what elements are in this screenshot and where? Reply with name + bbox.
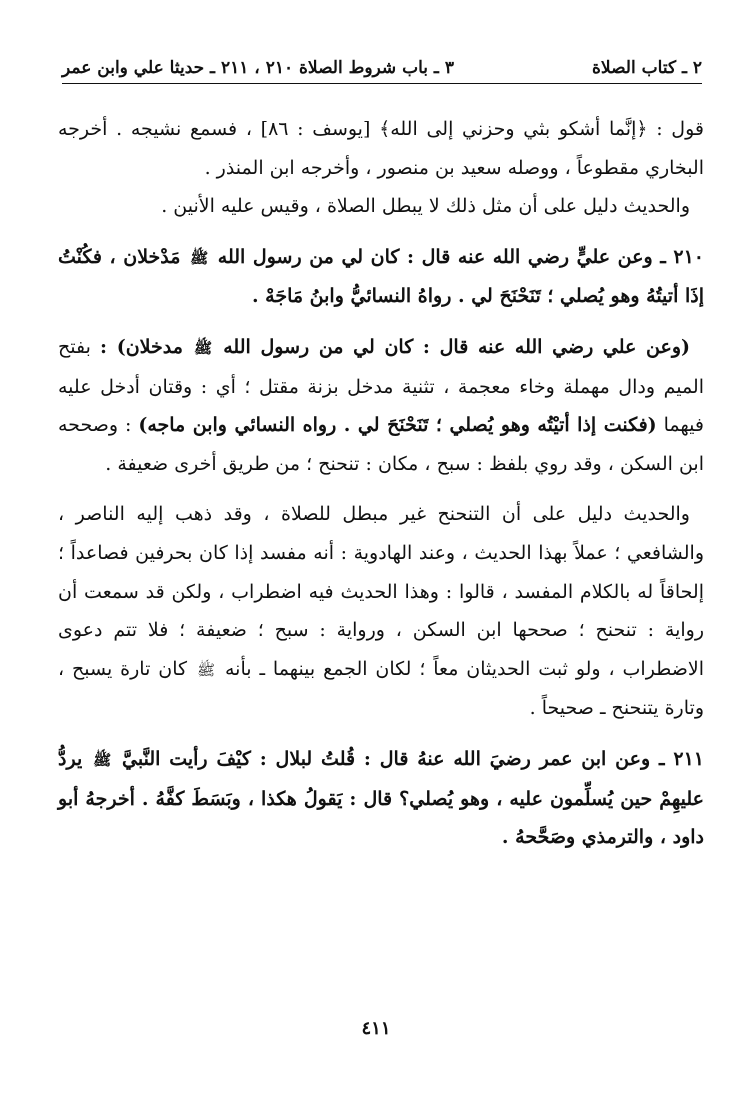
hadith-211-text: يردُّ عليهِمْ حين يُسلِّمون عليه ، وهو يُصلي؟ قال : يَقولُ هكذا ، وبَسَطَ كفَّهُ . أخرجهُ أبو داود ، والترمذي وصَحَّحهُ . (58, 747, 704, 849)
hadith-210-text: مَدْخلان ، فكُنْتُ إذَا أتيتُهُ وهو يُصلي ؛ تَنَحْنَحَ لي . رواهُ النسائيُّ وابنُ مَاجَهْ . (58, 245, 704, 308)
quoted-hadith-text: (فكنت إذا أتيْتُه وهو يُصلي ؛ تَنَحْنَحَ لي . رواه النسائي وابن ماجه) (138, 414, 657, 437)
header-chapter-title: ٢ ـ كتاب الصلاة (592, 58, 702, 78)
honorific-glyph: ﷺ (194, 338, 213, 357)
hadith-210 (58, 238, 704, 316)
quoted-hadith-opening: (وعن علي رضي الله عنه قال : كان لي من رسول الله (223, 335, 691, 358)
commentary-text: والحديث دليل على أن التنحنح غير مبطل للصلاة ، وقد ذهب إليه الناصر ، والشافعي ؛ عملاً بهذا الحديث ، وعند الهادوية : أنه مفسد إذا كان بحرفين فصاعداً ؛ إلحاقاً له بالكلام المفسد ، قالوا : وهذا الحديث فيه اضطراب ، ولكن قد سمعت أن رواية : تنحنح ؛ صححها ابن السكن ، ورواية : سبح ؛ ضعيفة ؛ فلا تتم دعوى الاضطراب ، ولو ثبت الحديثان معاً ؛ لكان الجمع بينهما ـ بأنه (58, 503, 705, 680)
paragraph-commentary-1: والحديث دليل على أن مثل ذلك لا يبطل الصلاة ، وقيس عليه الأنين . (161, 195, 690, 218)
honorific-glyph: ﷺ (93, 750, 112, 769)
hadith-211 (58, 740, 704, 857)
hadith-210-opening: ٢١٠ ـ وعن عليٍّ رضي الله عنه قال : كان لي من رسول الله (217, 245, 704, 268)
page-body (58, 110, 704, 857)
hadith-211-opening: ٢١١ ـ وعن ابن عمر رضيَ الله عنهُ قال : قُلتُ لبلال : كيْفَ رأيت النَّبيَّ (122, 747, 704, 770)
honorific-glyph: ﷺ (196, 660, 216, 679)
paragraph-commentary-2 (58, 495, 704, 728)
paragraph-explanation-210 (58, 328, 704, 483)
honorific-glyph: ﷺ (190, 248, 209, 267)
quoted-hadith-term: مدخلان) : (100, 335, 183, 358)
header-section-title: ٣ ـ باب شروط الصلاة ٢١٠ ، ٢١١ ـ حديثا علي وابن عمر (62, 58, 454, 78)
paragraph-quran-quote: قول : ﴿إنَّما أشكو بثي وحزني إلى الله﴾ [يوسف : ٨٦] ، فسمع نشيجه . أخرجه البخاري مقطوعاً ، ووصله سعيد بن منصور ، وأخرجه ابن المنذر . (58, 118, 704, 179)
explanation-text: : وصححه ابن السكن ، وقد روي بلفظ : سبح ، مكان : تنحنح ؛ من طريق أخرى ضعيفة . (58, 414, 704, 475)
explanation-text: بفتح الميم ودال مهملة وخاء معجمة ، تثنية مدخل بزنة مقتل ؛ أي : وقتان أدخل عليه فيهما (58, 335, 704, 437)
running-header (62, 44, 702, 84)
page-number: ٤١١ (361, 1018, 391, 1039)
commentary-text: كان تارة يسبح ، وتارة يتنحنح ـ صحيحاً . (58, 657, 704, 720)
